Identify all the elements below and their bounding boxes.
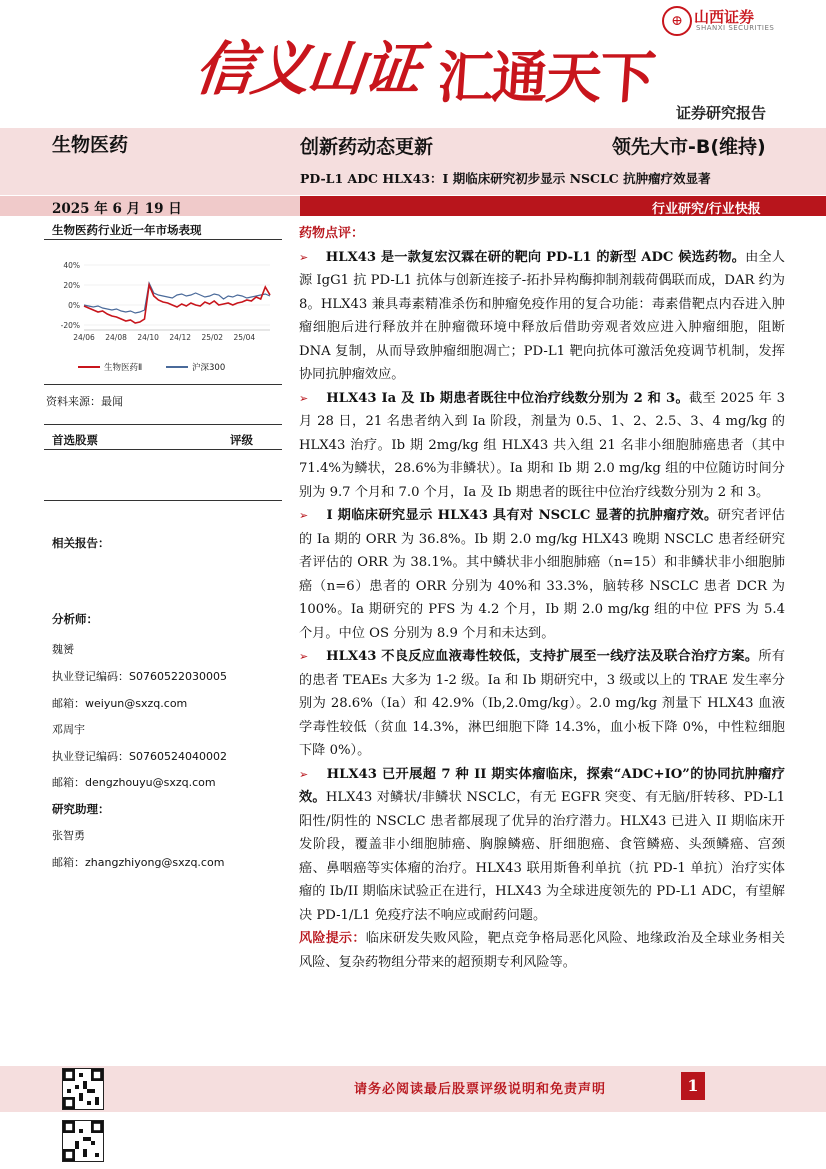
risk-paragraph [299,927,785,974]
report-body [299,222,785,974]
x-tick-label: 24/06 [73,333,95,342]
point-heading: HLX43 已开展超 7 种 II 期实体瘤临床，探索“ADC+IO”的协同抗肿瘤疗效。 [299,766,785,805]
report-date: 2025 年 6 月 19 日 [52,201,182,217]
x-tick-label: 25/02 [201,333,224,342]
y-tick-label: 20% [63,281,80,290]
analyst-registration: 执业登记编码：S0760524040002 [52,750,227,763]
divider [44,500,282,501]
series-line [84,285,270,323]
assistant-name: 张智勇 [52,829,85,842]
point-text: 所有的患者 TEAEs 大多为 1-2 级。Ia 和 Ib 期研究中，3 级或以上的 TRAE 发生率分别为 28.6%（Ia）和 42.9%（Ib,2.0mg/kg）。2.0 mg/kg 剂量下 HLX43 血液学毒性较低（贫血 14.3%，淋巴细胞下降 14.3%，血小板下降 0%，中性粒细胞下降 0%）。 [299,649,785,758]
analyst-email[interactable]: 邮箱：weiyun@sxzq.com [52,697,188,710]
legend-label: 沪深300 [192,363,226,373]
bullet-point [299,246,785,387]
x-tick-label: 24/08 [105,333,127,342]
bullet-arrow-icon: ➢ [299,767,309,781]
divider [44,239,282,240]
qr-code-icon [62,1068,104,1110]
bullet-arrow-icon: ➢ [299,509,309,522]
slogan-part2: 汇通天下 [435,45,657,111]
bullet-arrow-icon: ➢ [299,250,309,264]
comment-label: 药物点评： [299,226,365,241]
report-headline: 创新药动态更新 [300,136,434,158]
chart-source: 资料来源：最闻 [46,395,123,408]
y-tick-label: 40% [63,261,80,270]
bullet-point [299,763,785,928]
company-name-cn: 山西证券 [694,8,755,26]
assistant-email[interactable]: 邮箱：zhangzhiyong@sxzq.com [52,856,225,869]
legend-label: 生物医药Ⅱ [104,363,143,373]
point-text: 由全人源 IgG1 抗 PD-L1 抗体与创新连接子-拓扑异构酶抑制剂载荷偶联而成，DAR 约为 8。HLX43 兼具毒素精准杀伤和肿瘤免疫作用的复合功能：毒素借靶点内吞进入肿瘤细胞后进行释放并在肿瘤微环境中释放后借助旁观者效应进入肿瘤细胞，阻断 DNA 复制，从而导致肿瘤细胞凋亡；PD-L1 靶向抗体可激活免疫调节机制，发挥协同抗肿瘤效应。 [299,249,785,382]
chart-title: 生物医药行业近一年市场表现 [52,223,202,237]
x-tick-label: 24/10 [137,333,159,342]
point-heading: HLX43 Ia 及 Ib 期患者既往中位治疗线数分别为 2 和 3。 [326,390,690,406]
bullet-point [299,504,785,645]
company-name-en: SHANXI SECURITIES [696,24,775,32]
sector-title: 生物医药 [52,134,129,156]
point-text: 研究者评估的 Ia 期的 ORR 为 36.8%。Ib 期 2.0 mg/kg HLX43 晚期 NSCLC 患者经研究者评估的 ORR 为 38.1%。其中鳞状非小细胞肺癌（n=15）和非鳞状非小细胞肺癌（n=6）患者的 ORR 分别为 40%和 33.3%，脑转移 NSCLC 患者 DCR 为 100%。Ia 期研究的 PFS 为 4.2 个月，Ib 期 2.0 mg/kg 组的中位 PFS 为 5.4 个月。中位 OS 分别为 8.9 个月和未达到。 [299,508,785,641]
point-text: 截至 2025 年 3 月 28 日，21 名患者纳入到 Ia 阶段，剂量为 0.5、1、2、2.5、3、4 mg/kg 的 HLX43 治疗。Ib 期 2mg/kg 组 HLX43 共入组 21 名非小细胞肺癌患者（其中 71.4%为鳞状，28.6%为非鳞状）。Ia 期和 Ib 期 2.0 mg/kg 组的中位随访时间分别为 9.7 个月和 7.0 个月，Ia 及 Ib 期患者的既往中位治疗线数分别为 2 和 3。 [299,390,785,500]
y-tick-label: -20% [60,321,80,330]
stock-pick-header: 首选股票 [52,433,98,447]
bullet-point [299,645,785,763]
point-heading: HLX43 是一款复宏汉霖在研的靶向 PD-L1 的新型 ADC 候选药物。 [325,249,746,265]
series-line [84,283,270,313]
report-subheadline: PD-L1 ADC HLX43：I 期临床研究初步显示 NSCLC 抗肿瘤疗效显著 [300,171,711,186]
market-performance-chart [44,248,282,378]
report-category: 行业研究/行业快报 [652,202,761,217]
risk-label: 风险提示： [299,931,366,946]
rating-header: 评级 [230,433,253,447]
analyst-name: 邓周宇 [52,723,85,736]
qr-code-icon [62,1120,104,1162]
divider [44,384,282,385]
report-type: 证券研究报告 [676,104,767,122]
bullet-arrow-icon: ➢ [299,391,309,405]
disclaimer-text: 请务必阅读最后股票评级说明和免责声明 [354,1082,607,1097]
divider [44,449,282,450]
bullet-arrow-icon: ➢ [299,650,309,663]
analyst-label: 分析师： [52,612,98,626]
point-heading: HLX43 不良反应血液毒性较低，支持扩展至一线疗法及联合治疗方案。 [326,649,759,664]
point-text: HLX43 对鳞状/非鳞状 NSCLC，有无 EGFR 突变、有无脑/肝转移、PD-L1 阳性/阴性的 NSCLC 患者都展现了优异的治疗潜力。HLX43 已进入 II 期临床开发阶段，覆盖非小细胞肺癌、胸腺鳞癌、肝细胞癌、食管鳞癌、头颈鳞癌、宫颈癌、鼻咽癌等实体瘤的治疗。HLX43 联用斯鲁利单抗（抗 PD-1 单抗）治疗实体瘤的 Ib/II 期临床试验正在进行，HLX43 为全球进度领先的 PD-L1 ADC，有望解决 PD-1/L1 免疫疗法不响应或耐药问题。 [299,790,785,923]
related-reports-label: 相关报告： [52,536,110,550]
page-number: 1 [681,1072,705,1100]
divider [44,424,282,425]
slogan-part1: 信义山证 [191,35,424,103]
assistant-label: 研究助理： [52,802,110,816]
analyst-registration: 执业登记编码：S0760522030005 [52,670,227,683]
bullet-point [299,387,785,505]
x-tick-label: 25/04 [233,333,256,342]
company-logo-icon: ⊕ [662,6,692,36]
analyst-email[interactable]: 邮箱：dengzhouyu@sxzq.com [52,776,216,789]
x-tick-label: 24/12 [169,333,192,342]
y-tick-label: 0% [68,301,80,310]
analyst-name: 魏赟 [52,643,74,656]
risk-text: 临床研发失败风险，靶点竞争格局恶化风险、地缘政治及全球业务相关风险、复杂药物组分带来的超预期专利风险等。 [299,931,785,970]
point-heading: I 期临床研究显示 HLX43 具有对 NSCLC 显著的抗肿瘤疗效。 [326,508,718,523]
industry-rating: 领先大市-B(维持) [612,136,766,158]
